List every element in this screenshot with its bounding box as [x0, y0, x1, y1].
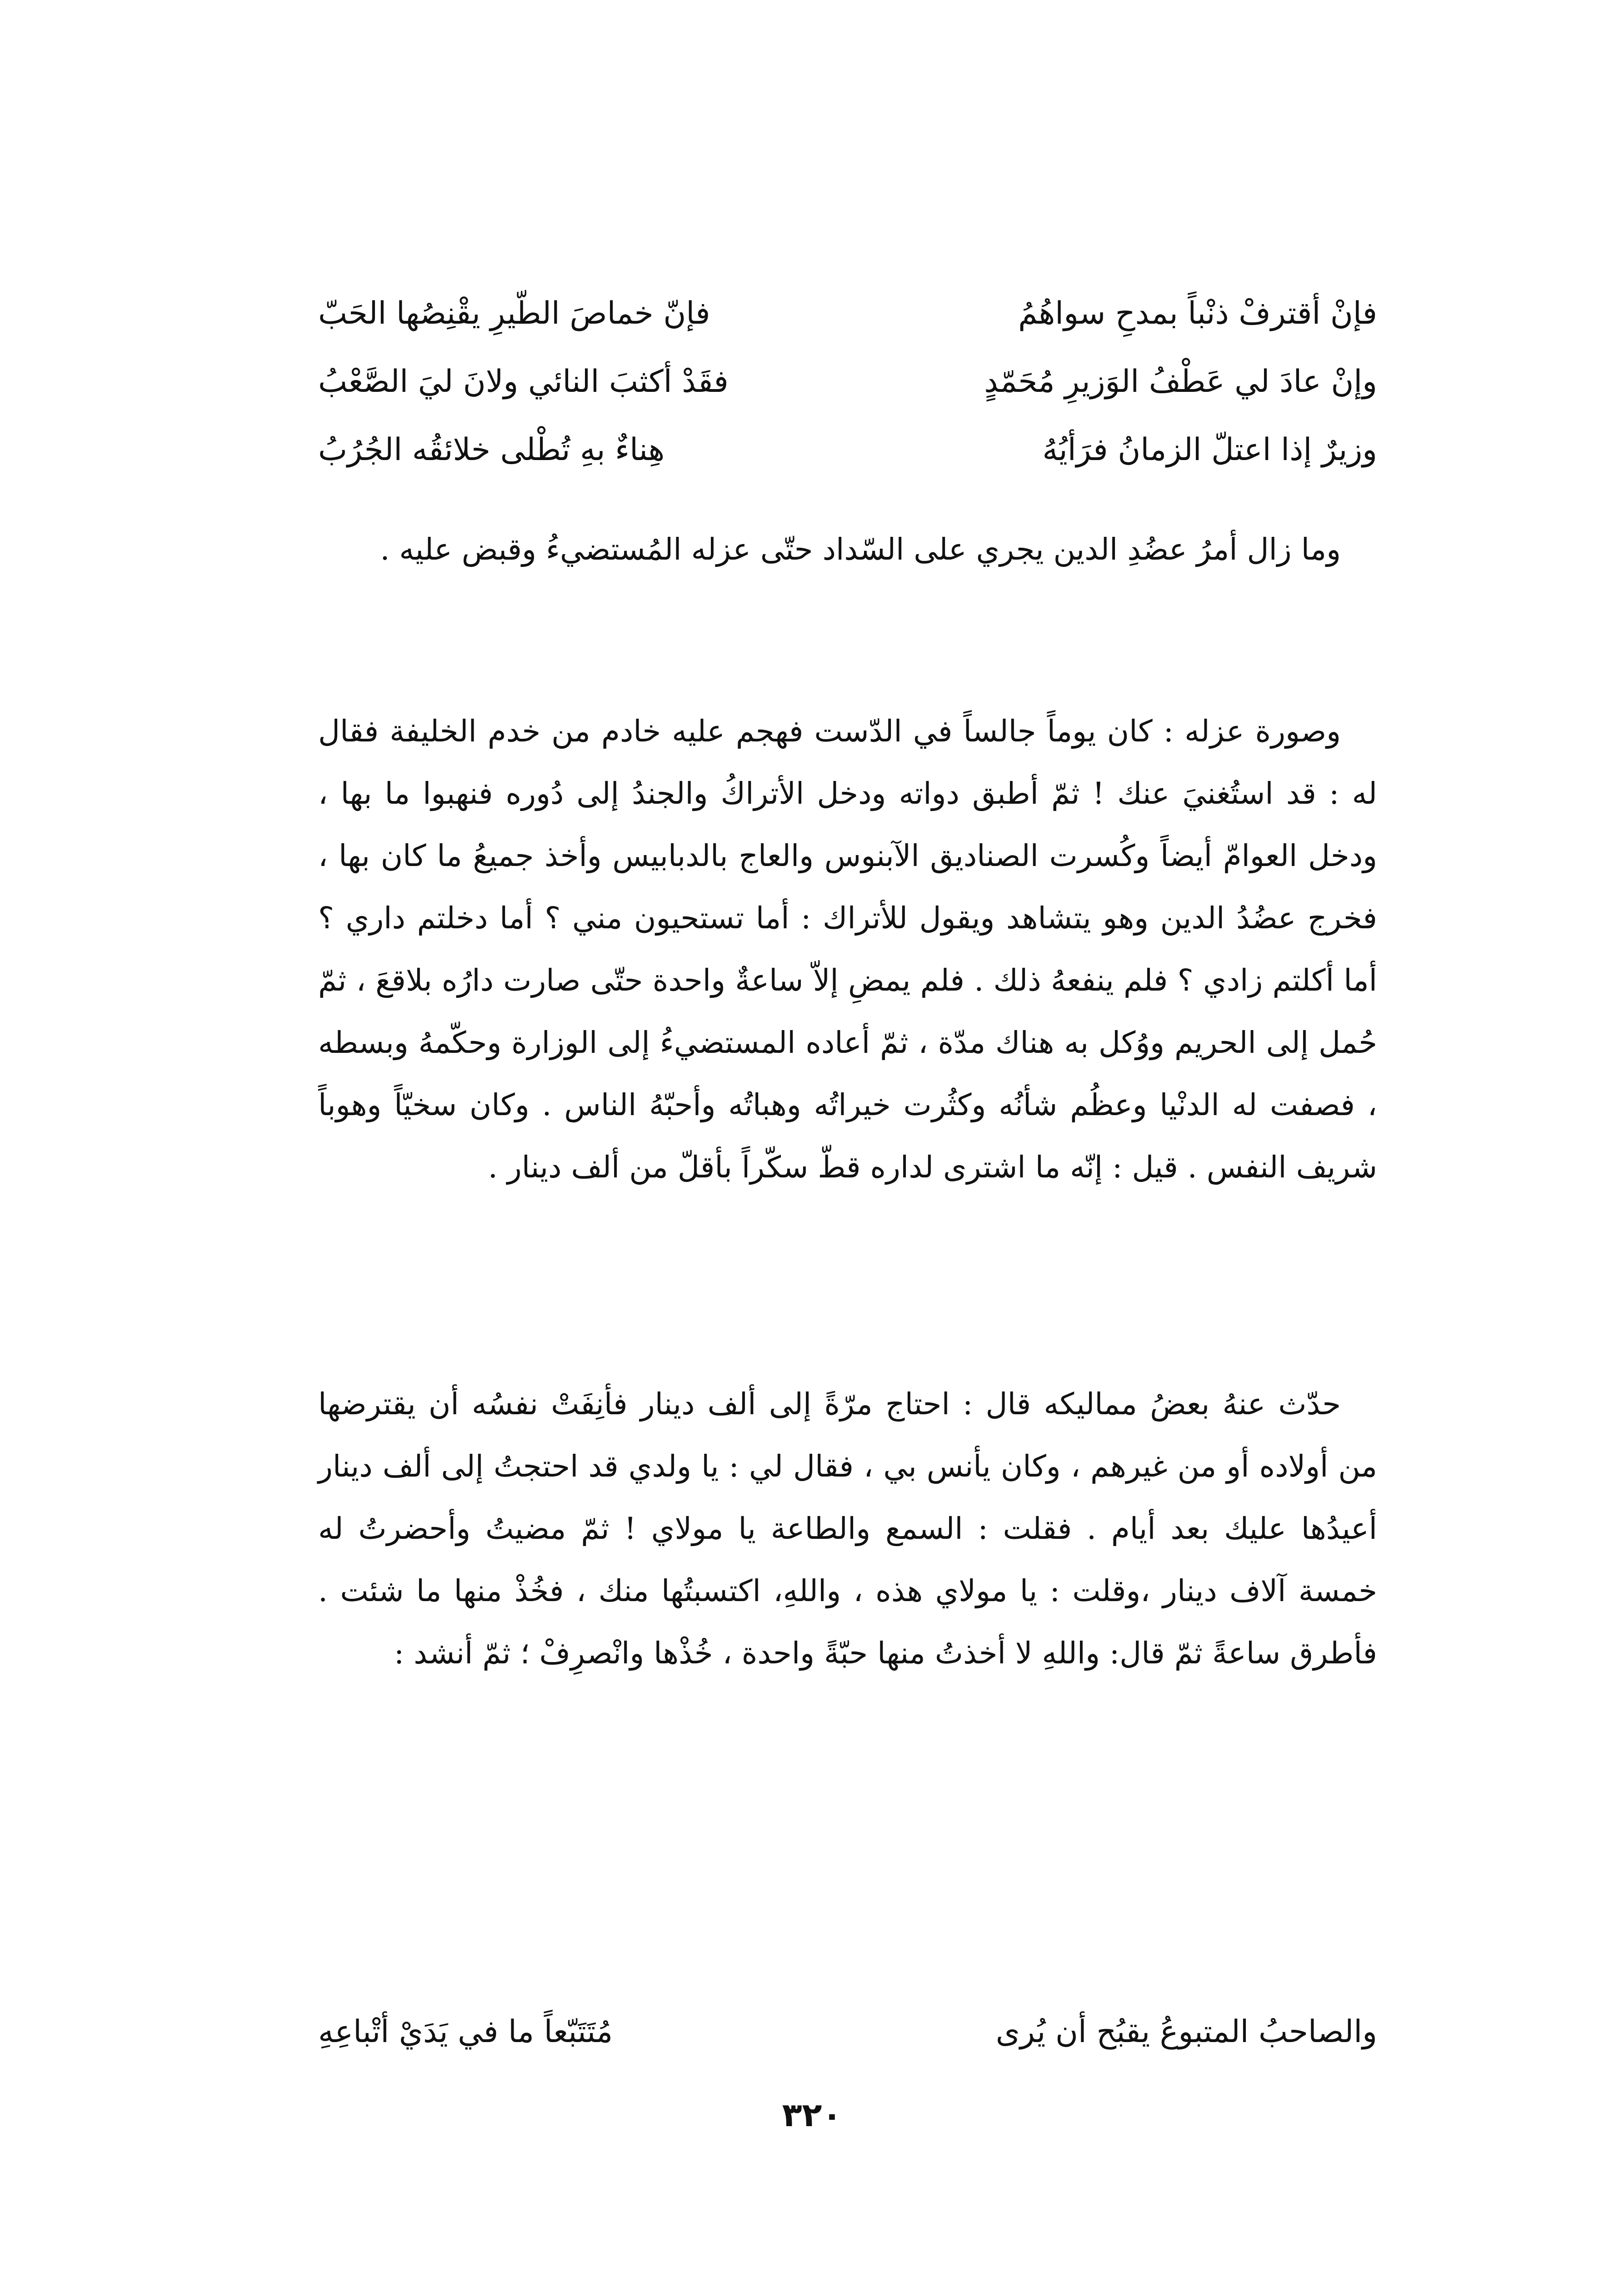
verse-line	[318, 282, 1377, 345]
verse-first-hemistich: وزيرٌ إذا اعتلّ الزمانُ فرَأيُهُ	[1042, 432, 1377, 468]
verse-line	[318, 350, 1377, 414]
verse-line	[318, 2000, 1377, 2064]
verse-second-hemistich: فإنّ خماصَ الطّيرِ يقْنِصُها الحَبّ	[318, 295, 710, 331]
verse-second-hemistich: فقَدْ أكثبَ النائي ولانَ ليَ الصَّعْبُ	[318, 364, 729, 400]
paragraph-text: وصورة عزله : كان يوماً جالساً في الدّست فهجم عليه خادم من خدم الخليفة فقال له : قد استُغنيَ عنك ! ثمّ أطبق دواته ودخل الأتراكُ والجندُ إلى دُوره فنهبوا ما بها ، ودخل العوامّ أيضاً وكُسرت الصناديق الآبنوس والعاج بالدبابيس وأخذ جميعُ ما كان بها ، فخرج عضُدُ الدين وهو يتشاهد ويقول للأتراك : أما تستحيون مني ؟ أما دخلتم داري ؟ أما أكلتم زادي ؟ فلم ينفعهُ ذلك . فلم يمضِ إلاّ ساعةٌ واحدة حتّى صارت دارُه بلاقعَ ، ثمّ حُمل إلى الحريم ووُكل به هناك مدّة ، ثمّ أعاده المستضيءُ إلى الوزارة وحكّمهُ وبسطه ، فصفت له الدنْيا وعظُم شأنُه وكثُرت خيراتُه وهباتُه وأحبّهُ الناس . وكان سخيّاً وهوباً شريف النفس . قيل : إنّه ما اشترى لداره قطّ سكّراً بأقلّ من ألف دينار .	[318, 714, 1377, 1185]
verse-first-hemistich: فإنْ أقترفْ ذنْباً بمدحِ سواهُمُ	[1018, 295, 1377, 331]
paragraph	[318, 1373, 1377, 1684]
paragraph	[318, 518, 1377, 581]
verse-first-hemistich: والصاحبُ المتبوعُ يقبُح أن يُرى	[995, 2014, 1377, 2050]
paragraph	[318, 700, 1377, 1198]
verse-first-hemistich: وإنْ عادَ لي عَطْفُ الوَزيرِ مُحَمّدٍ	[984, 364, 1377, 400]
verse-second-hemistich: مُتَتَبّعاً ما في يَدَيْ أتْباعِهِ	[318, 2014, 613, 2050]
paragraph-text: حدّث عنهُ بعضُ مماليكه قال : احتاج مرّةً إلى ألف دينار فأنِفَتْ نفسُه أن يقترضها من أولاده أو من غيرهم ، وكان يأنس بي ، فقال لي : يا ولدي قد احتجتُ إلى ألف دينار أعيدُها عليك بعد أيام . فقلت : السمع والطاعة يا مولاي ! ثمّ مضيتُ وأحضرتُ له خمسة آلاف دينار ،وقلت : يا مولاي هذه ، واللهِ، اكتسبتُها منك ، فخُذْ منها ما شئت . فأطرق ساعةً ثمّ قال: واللهِ لا أخذتُ منها حبّةً واحدة ، خُذْها وانْصرِفْ ؛ ثمّ أنشد :	[318, 1387, 1377, 1671]
verse-second-hemistich: هِناءٌ بهِ تُطْلى خلائقُه الجُرُبُ	[318, 432, 665, 468]
verse-line	[318, 418, 1377, 482]
paragraph-text: وما زال أمرُ عضُدِ الدين يجري على السّداد حتّى عزله المُستضيءُ وقبض عليه .	[380, 532, 1341, 567]
page-number: ٣٢٠	[782, 2096, 842, 2134]
